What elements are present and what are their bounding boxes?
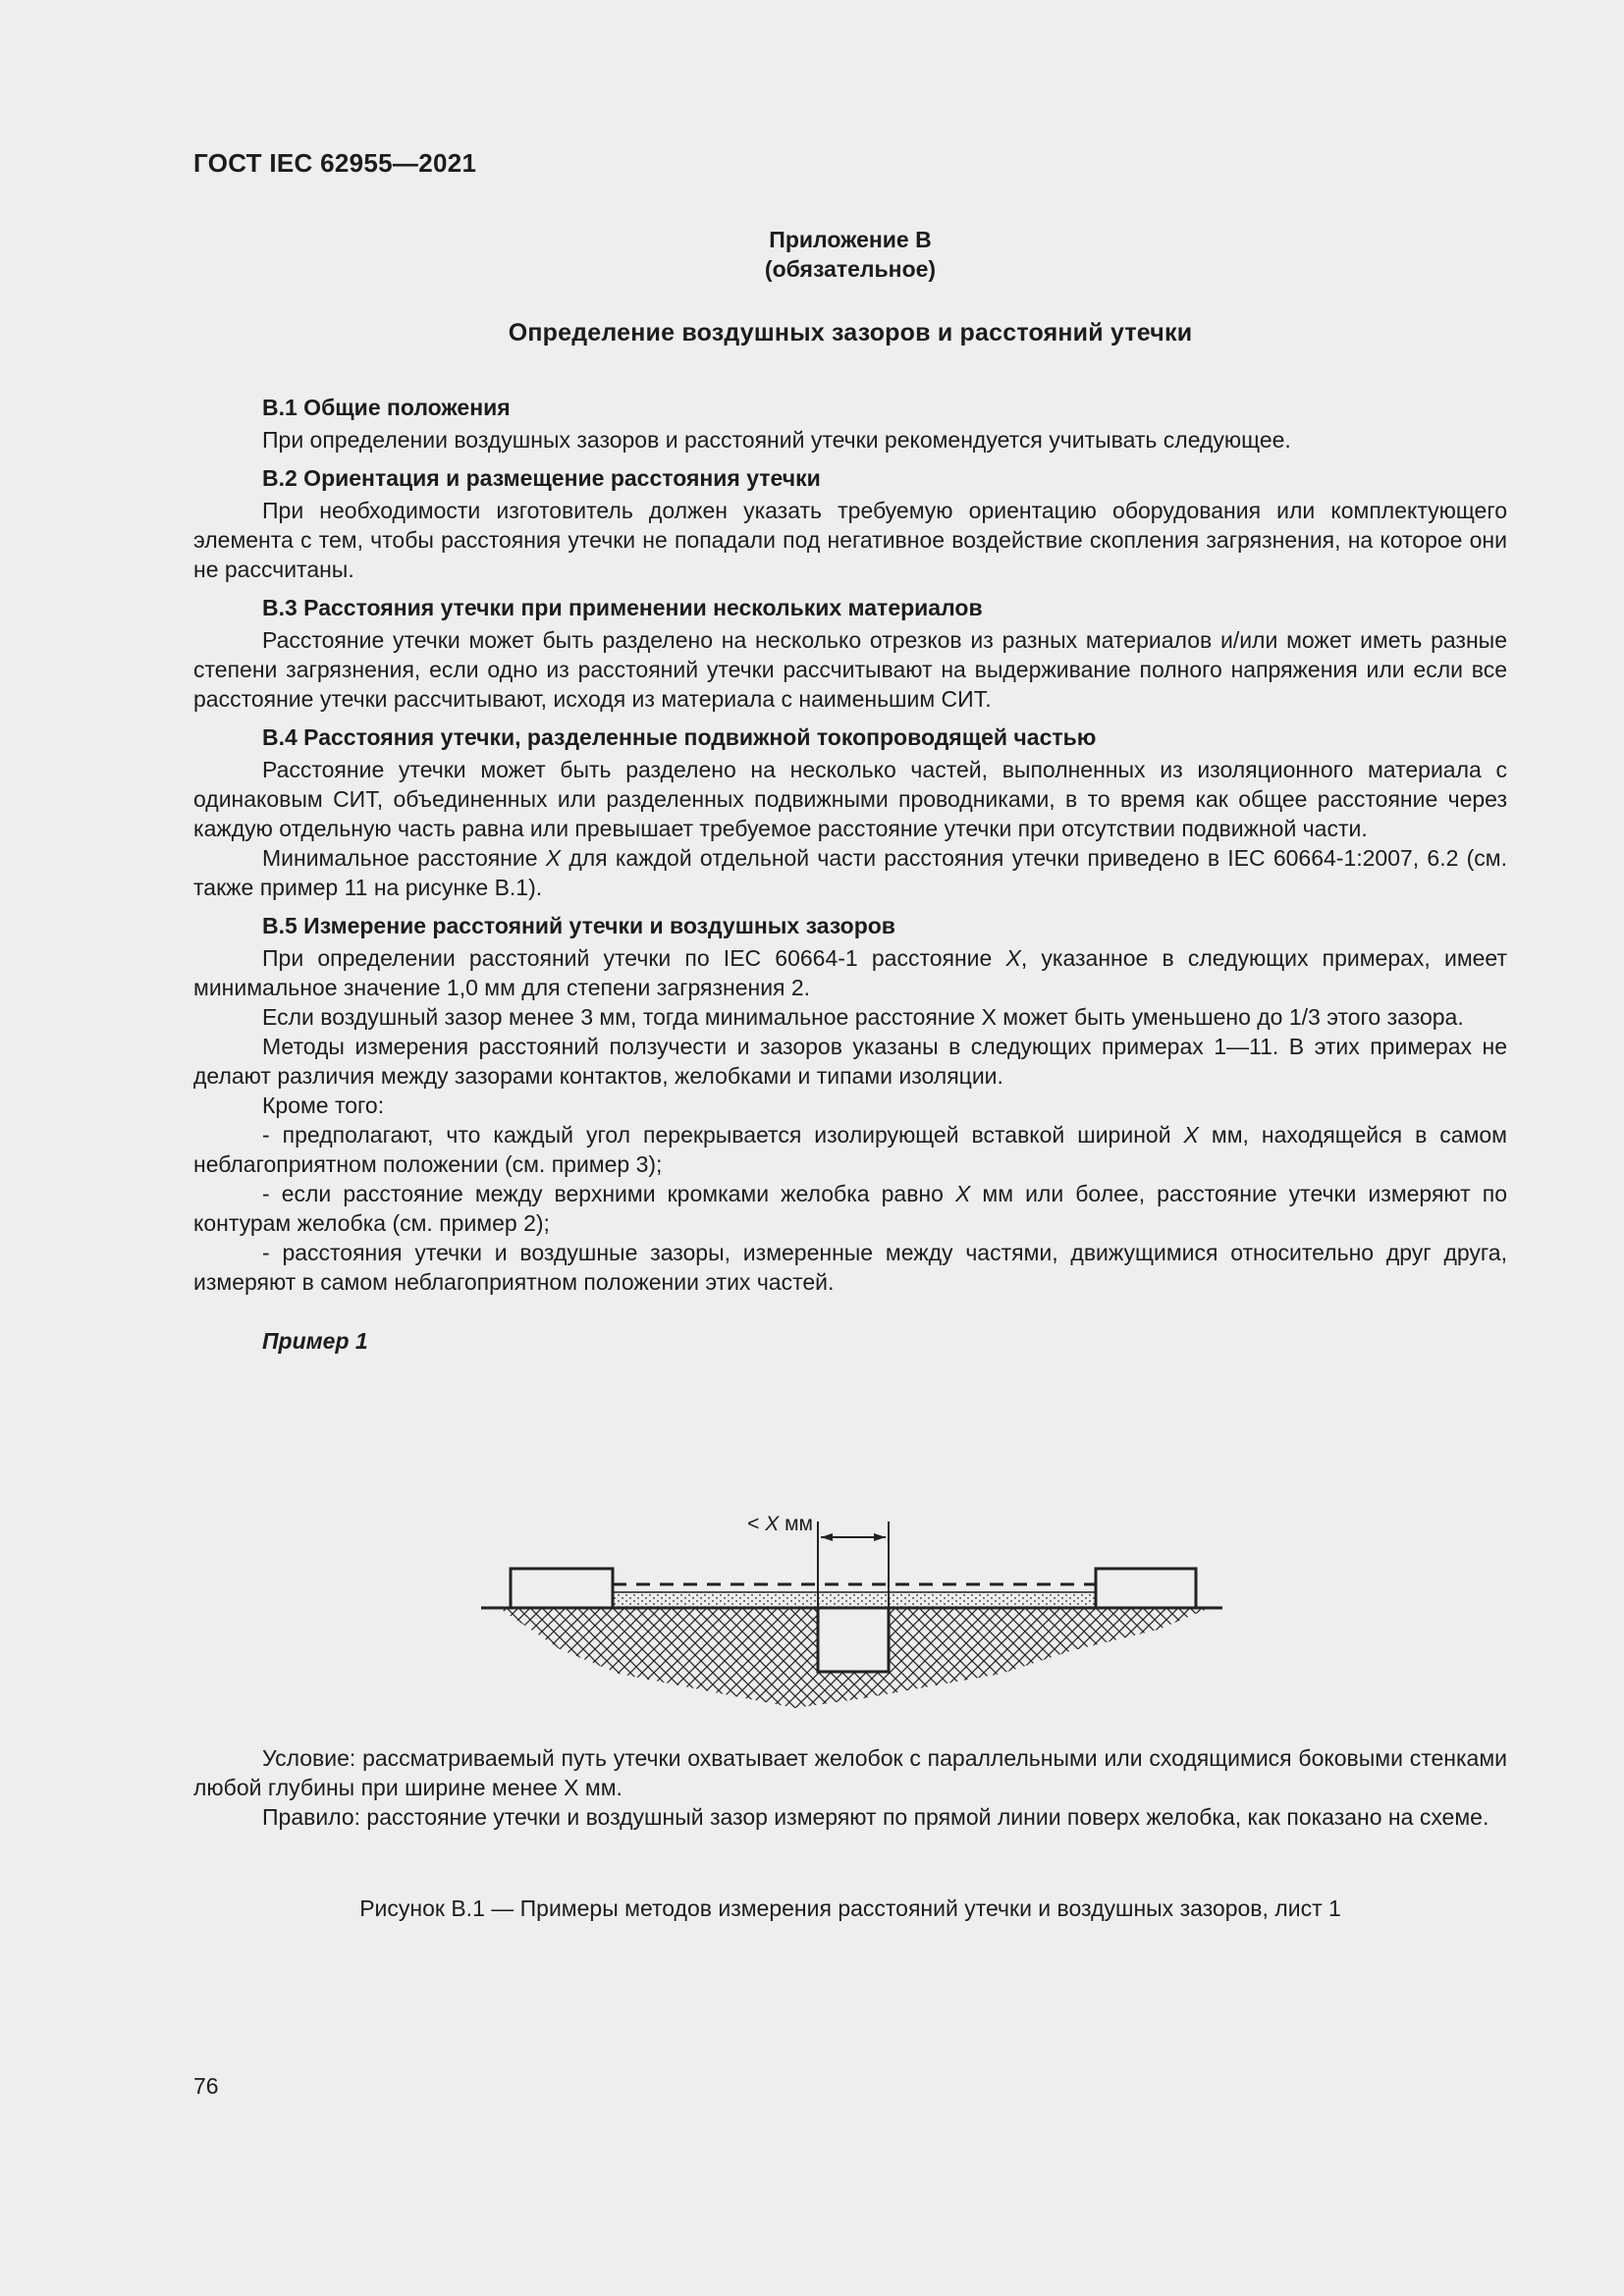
dim-x: X: [765, 1513, 780, 1535]
groove-diagram: [471, 1502, 1237, 1728]
text-span: - предполагают, что каждый угол перекрывается изолирующей вставкой шириной: [262, 1122, 1184, 1148]
section-b4-paragraph-1: Расстояние утечки может быть разделено на несколько частей, выполненных из изоляционного материала с одинаковым СИТ, объединенных или разделенных подвижными проводниками, в то время как общее расстояние через каждую отдельную часть равна или превышает требуемое расстояние утечки при отсутствии подвижной части.: [193, 757, 1507, 841]
section-b3-heading: В.3 Расстояния утечки при применении нескольких материалов: [262, 595, 983, 620]
example-label: Пример 1: [262, 1328, 368, 1354]
text-span: При определении расстояний утечки по IEC 60664-1 расстояние: [262, 945, 1006, 971]
text-span: мм или более, расстояние утечки измеряют по контурам желобка (см. пример 2);: [193, 1181, 1507, 1236]
example-1-figure: [471, 1502, 1237, 1728]
text-span: для каждой отдельной части расстояния утечки приведено в IEC 60664-1:2007, 6.2 (см. также пример 11 на рисунке В.1).: [193, 845, 1507, 900]
list-item: - расстояния утечки и воздушные зазоры, измеренные между частями, движущимися относительно друг друга, измеряют в самом неблагоприятном положении этих частей.: [193, 1240, 1507, 1295]
text-span: мм, находящейся в самом неблагоприятном положении (см. пример 3);: [193, 1122, 1507, 1177]
section-b5-heading: В.5 Измерение расстояний утечки и воздушных зазоров: [262, 913, 895, 938]
section-b3-paragraph: Расстояние утечки может быть разделено на несколько отрезков из разных материалов и/или может иметь разные степени загрязнения, если одно из расстояний утечки рассчитывают на выдерживание полного напряжения или если все расстояние утечки рассчитывают, исходя из материала с наименьшим СИТ.: [193, 627, 1507, 712]
groove: [818, 1608, 889, 1672]
example-rule: Правило: расстояние утечки и воздушный зазор измеряют по прямой линии поверх желобка, как показано на схеме.: [262, 1804, 1489, 1830]
page-number: 76: [193, 2073, 219, 2099]
variable-x: X: [545, 845, 562, 871]
example-explanation: [193, 1743, 1507, 1832]
annex-heading: Определение воздушных зазоров и расстояний утечки: [508, 319, 1193, 347]
section-b5-paragraph-3: Методы измерения расстояний ползучести и зазоров указаны в следующих примерах 1—11. В этих примерах не делают различия между зазорами контактов, желобками и типами изоляции.: [193, 1034, 1507, 1089]
dim-prefix: <: [747, 1513, 766, 1535]
section-b2-heading: В.2 Ориентация и размещение расстояния утечки: [262, 465, 821, 491]
list-item: [193, 1120, 1507, 1179]
dimension-label: [747, 1513, 813, 1535]
left-conductor: [511, 1569, 613, 1608]
example-condition: Условие: рассматриваемый путь утечки охватывает желобок с параллельными или сходящимися боковыми стенками любой глубины при ширине менее X мм.: [193, 1745, 1507, 1800]
variable-x: X: [954, 1181, 971, 1206]
section-b5-paragraph-4: Кроме того:: [262, 1093, 385, 1118]
arrow-left-icon: [821, 1533, 833, 1541]
section-b5-paragraph-2: Если воздушный зазор менее 3 мм, тогда минимальное расстояние X может быть уменьшено до 1/3 этого зазора.: [262, 1004, 1464, 1030]
document-body: [193, 393, 1507, 1356]
variable-x: X: [1183, 1122, 1199, 1148]
annex-title: Приложение В: [769, 227, 932, 252]
right-conductor: [1096, 1569, 1196, 1608]
section-b5-paragraph-1: [193, 943, 1507, 1002]
section-b1-heading: В.1 Общие положения: [262, 395, 511, 420]
list-item: [193, 1179, 1507, 1238]
text-span: - если расстояние между верхними кромками желобка равно: [262, 1181, 955, 1206]
annex-status: (обязательное): [764, 256, 937, 282]
section-b4-heading: В.4 Расстояния утечки, разделенные подвижной токопроводящей частью: [262, 724, 1097, 750]
dim-unit: мм: [779, 1513, 813, 1535]
section-b1-paragraph: При определении воздушных зазоров и расстояний утечки рекомендуется учитывать следующее.: [262, 427, 1291, 453]
contamination-layer: [613, 1592, 1096, 1608]
section-b4-paragraph-2: [193, 843, 1507, 902]
variable-x: X: [1005, 945, 1021, 971]
section-b2-paragraph: При необходимости изготовитель должен указать требуемую ориентацию оборудования или комплектующего элемента с тем, чтобы расстояния утечки не попадали под негативное воздействие скопления загрязнения, на которое они не рассчитаны.: [193, 498, 1507, 582]
text-span: , указанное в следующих примерах, имеет минимальное значение 1,0 мм для степени загрязнения 2.: [193, 945, 1507, 1000]
figure-caption: Рисунок В.1 — Примеры методов измерения расстояний утечки и воздушных зазоров, лист 1: [359, 1896, 1341, 1921]
text-span: Минимальное расстояние: [262, 845, 546, 871]
document-header: ГОСТ IEC 62955—2021: [193, 148, 477, 178]
arrow-right-icon: [874, 1533, 886, 1541]
